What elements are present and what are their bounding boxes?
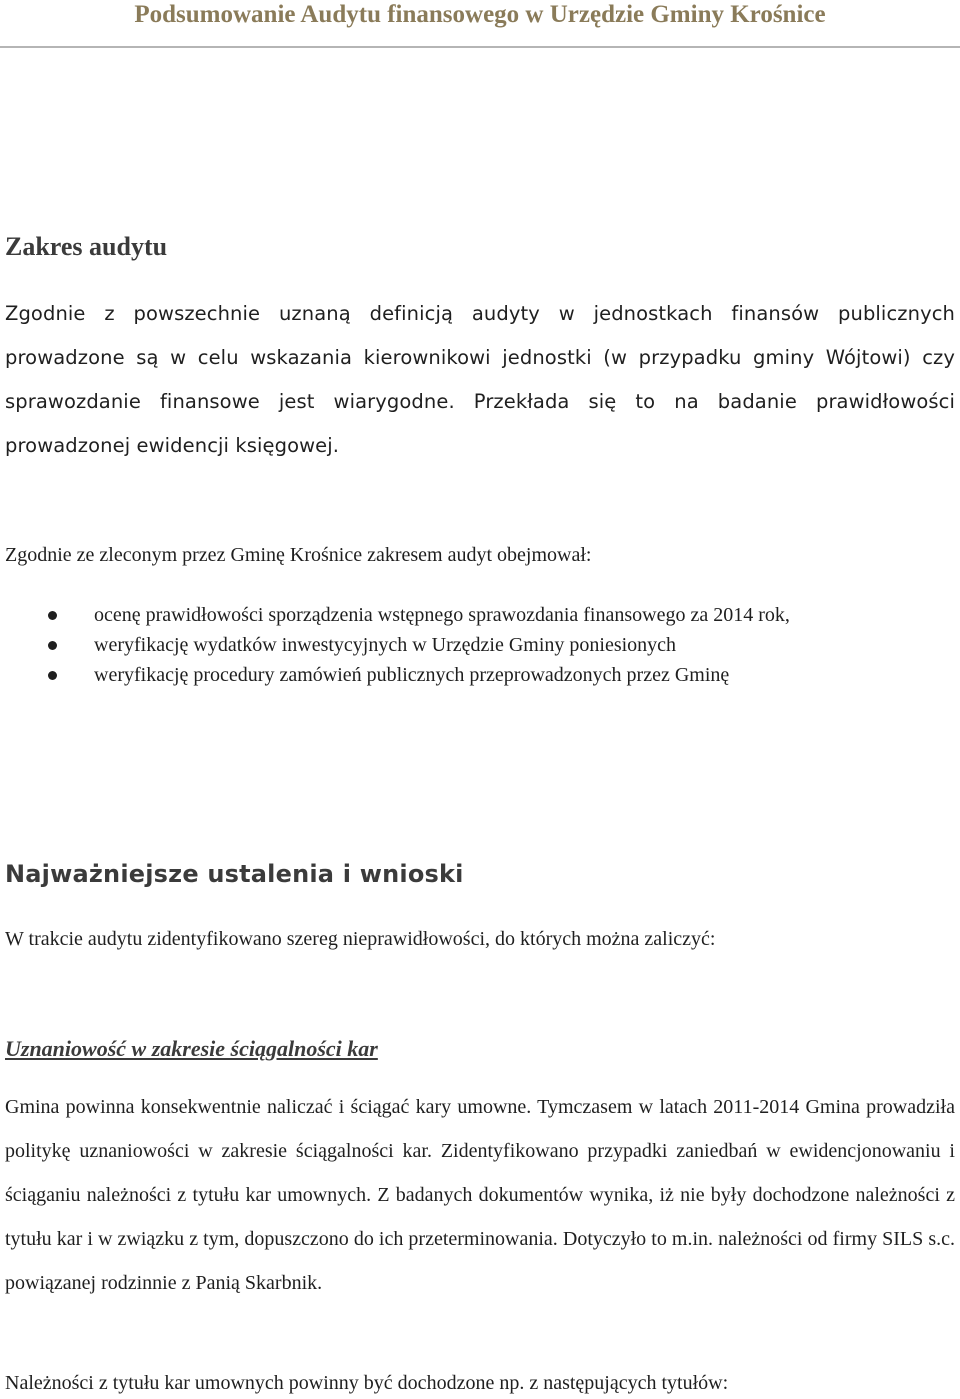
list-item xyxy=(0,600,940,630)
bullet-icon xyxy=(48,611,57,620)
header-divider xyxy=(0,46,960,48)
findings-heading: Najważniejsze ustalenia i wnioski xyxy=(5,860,464,888)
list-item-text: ocenę prawidłowości sporządzenia wstępnego sprawozdania finansowego za 2014 rok, xyxy=(94,604,790,626)
list-item-text: weryfikację wydatków inwestycyjnych w Urzędzie Gminy poniesionych xyxy=(94,634,677,656)
scope-list xyxy=(0,600,940,690)
bullet-icon xyxy=(48,671,57,680)
scope-lead-paragraph: Zgodnie ze zleconym przez Gminę Krośnice zakresem audyt obejmował: xyxy=(5,544,592,566)
scope-intro-paragraph: Zgodnie z powszechnie uznaną definicją audyty w jednostkach finansów publicznych prowadzone są w celu wskazania kierownikowi jednostki (w przypadku gminy Wójtowi) czy sprawozdanie finansowe jest wiarygodne. Przekłada się to na badanie prawidłowości prowadzonej ewidencji księgowej. xyxy=(5,302,955,457)
scope-heading: Zakres audytu xyxy=(5,232,168,261)
list-item xyxy=(0,660,940,690)
findings-last-paragraph: Należności z tytułu kar umownych powinny być dochodzone np. z następujących tytułów: xyxy=(5,1372,729,1394)
findings-details-paragraph: Gmina powinna konsekwentnie naliczać i ściągać kary umowne. Tymczasem w latach 2011-2014 Gmina prowadziła politykę uznaniowości w zakresie ściągalności kar. Zidentyfikowano przypadki zaniedbań w ewidencjonowaniu i ściąganiu należności z tytułu kar umownych. Z badanych dokumentów wynika, iż nie były dochodzone należności z tytułu kar i w związku z tym, dopuszczono do ich przeterminowania. Dotyczyło to m.in. należności od firmy SILS s.c. powiązanej rodzinnie z Panią Skarbnik. xyxy=(5,1096,955,1294)
page-title: Podsumowanie Audytu finansowego w Urzędzie Gminy Krośnice xyxy=(134,1,826,28)
findings-subheading: Uznaniowość w zakresie ściągalności kar xyxy=(5,1036,378,1061)
list-item-text: weryfikację procedury zamówień publicznych przeprowadzonych przez Gminę xyxy=(94,664,730,686)
list-item xyxy=(0,630,940,660)
bullet-icon xyxy=(48,641,57,650)
findings-lead-paragraph: W trakcie audytu zidentyfikowano szereg nieprawidłowości, do których można zaliczyć: xyxy=(5,928,716,950)
